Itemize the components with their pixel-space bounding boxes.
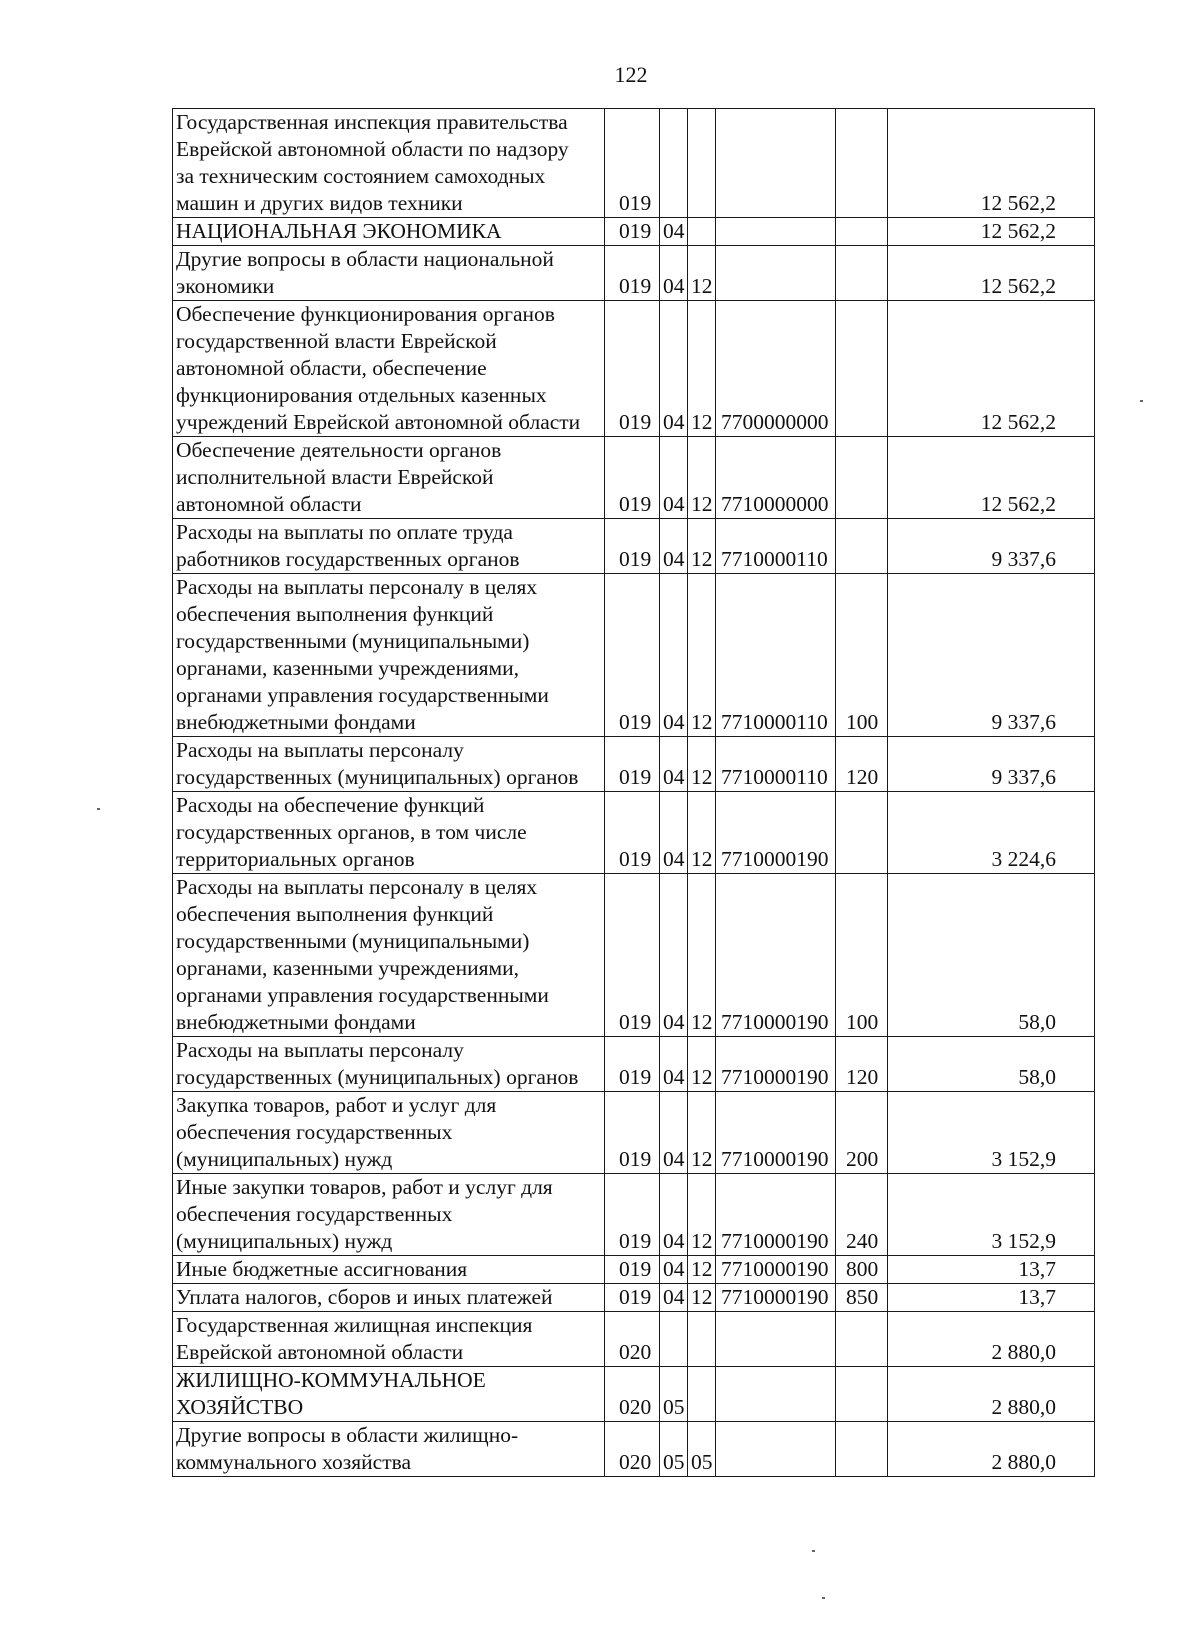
row-sum-cell: 3 224,6 xyxy=(888,792,1095,874)
table-row xyxy=(173,737,1095,792)
row-name-cell: Государственная жилищная инспекция Еврейской автономной области xyxy=(173,1312,605,1367)
row-ved-cell: 019 xyxy=(605,1256,660,1284)
row-csr-cell xyxy=(716,1422,836,1477)
row-pr-cell: 12 xyxy=(688,1256,716,1284)
row-vr-cell xyxy=(836,1422,888,1477)
row-pr-cell xyxy=(688,109,716,218)
row-pr-cell: 12 xyxy=(688,1092,716,1174)
table-row xyxy=(173,218,1095,246)
row-rz-cell: 04 xyxy=(660,301,688,437)
row-ved-cell: 019 xyxy=(605,1037,660,1092)
row-csr-cell xyxy=(716,218,836,246)
row-pr-cell: 12 xyxy=(688,246,716,301)
row-csr-cell: 7710000190 xyxy=(716,1284,836,1312)
row-pr-cell: 12 xyxy=(688,792,716,874)
row-ved-cell: 019 xyxy=(605,1174,660,1256)
row-sum-cell: 12 562,2 xyxy=(888,218,1095,246)
row-rz-cell: 04 xyxy=(660,519,688,574)
row-vr-cell xyxy=(836,109,888,218)
row-name-cell: Расходы на выплаты персоналу государственных (муниципальных) органов xyxy=(173,737,605,792)
table-row xyxy=(173,109,1095,218)
table-row xyxy=(173,1367,1095,1422)
row-name-cell: Другие вопросы в области национальной экономики xyxy=(173,246,605,301)
row-sum-cell: 12 562,2 xyxy=(888,109,1095,218)
row-csr-cell xyxy=(716,1367,836,1422)
table-row xyxy=(173,874,1095,1037)
row-vr-cell: 800 xyxy=(836,1256,888,1284)
row-rz-cell xyxy=(660,1312,688,1367)
row-csr-cell: 7710000190 xyxy=(716,1037,836,1092)
scan-speck xyxy=(97,808,100,810)
row-pr-cell xyxy=(688,1367,716,1422)
budget-table xyxy=(172,108,1095,1477)
row-rz-cell xyxy=(660,109,688,218)
row-ved-cell: 019 xyxy=(605,218,660,246)
row-pr-cell: 12 xyxy=(688,301,716,437)
row-name-cell: НАЦИОНАЛЬНАЯ ЭКОНОМИКА xyxy=(173,218,605,246)
row-ved-cell: 019 xyxy=(605,246,660,301)
row-rz-cell: 04 xyxy=(660,574,688,737)
row-rz-cell: 05 xyxy=(660,1422,688,1477)
row-pr-cell: 12 xyxy=(688,519,716,574)
row-pr-cell: 12 xyxy=(688,1037,716,1092)
row-vr-cell xyxy=(836,519,888,574)
table-row xyxy=(173,437,1095,519)
table-row xyxy=(173,1256,1095,1284)
row-csr-cell: 7710000110 xyxy=(716,737,836,792)
row-ved-cell: 019 xyxy=(605,301,660,437)
row-sum-cell: 9 337,6 xyxy=(888,574,1095,737)
row-rz-cell: 04 xyxy=(660,1092,688,1174)
row-csr-cell: 7710000190 xyxy=(716,1174,836,1256)
scan-speck xyxy=(1140,400,1143,402)
row-name-cell: Иные бюджетные ассигнования xyxy=(173,1256,605,1284)
row-sum-cell: 2 880,0 xyxy=(888,1367,1095,1422)
row-sum-cell: 12 562,2 xyxy=(888,437,1095,519)
row-ved-cell: 019 xyxy=(605,1092,660,1174)
row-vr-cell xyxy=(836,301,888,437)
row-sum-cell: 9 337,6 xyxy=(888,519,1095,574)
row-vr-cell: 100 xyxy=(836,574,888,737)
row-rz-cell: 04 xyxy=(660,737,688,792)
row-ved-cell: 019 xyxy=(605,792,660,874)
row-pr-cell: 12 xyxy=(688,1174,716,1256)
row-vr-cell: 240 xyxy=(836,1174,888,1256)
row-sum-cell: 3 152,9 xyxy=(888,1174,1095,1256)
row-vr-cell xyxy=(836,218,888,246)
row-rz-cell: 04 xyxy=(660,874,688,1037)
row-name-cell: Расходы на выплаты персоналу в целях обеспечения выполнения функций государственными (муниципальными) органами, казенными учреждениями, органами управления государственными внебюджетными фондами xyxy=(173,874,605,1037)
row-name-cell: Уплата налогов, сборов и иных платежей xyxy=(173,1284,605,1312)
row-sum-cell: 2 880,0 xyxy=(888,1422,1095,1477)
row-vr-cell: 120 xyxy=(836,737,888,792)
row-csr-cell: 7710000190 xyxy=(716,1092,836,1174)
row-name-cell: Государственная инспекция правительства Еврейской автономной области по надзору за техническим состоянием самоходных машин и других видов техники xyxy=(173,109,605,218)
page-number: 122 xyxy=(614,62,648,87)
row-name-cell: Иные закупки товаров, работ и услуг для обеспечения государственных (муниципальных) нужд xyxy=(173,1174,605,1256)
table-row xyxy=(173,1174,1095,1256)
row-csr-cell xyxy=(716,246,836,301)
table-row xyxy=(173,1092,1095,1174)
row-name-cell: Обеспечение функционирования органов государственной власти Еврейской автономной области, обеспечение функционирования отдельных казенных учреждений Еврейской автономной области xyxy=(173,301,605,437)
row-pr-cell: 12 xyxy=(688,1284,716,1312)
row-pr-cell xyxy=(688,1312,716,1367)
row-csr-cell: 7710000190 xyxy=(716,792,836,874)
row-csr-cell: 7710000110 xyxy=(716,519,836,574)
row-rz-cell: 04 xyxy=(660,1174,688,1256)
row-csr-cell: 7710000000 xyxy=(716,437,836,519)
row-csr-cell: 7700000000 xyxy=(716,301,836,437)
row-name-cell: Расходы на обеспечение функций государственных органов, в том числе территориальных органов xyxy=(173,792,605,874)
table-row xyxy=(173,519,1095,574)
row-vr-cell xyxy=(836,1312,888,1367)
row-ved-cell: 019 xyxy=(605,574,660,737)
row-sum-cell: 13,7 xyxy=(888,1284,1095,1312)
row-rz-cell: 04 xyxy=(660,1284,688,1312)
row-csr-cell: 7710000190 xyxy=(716,874,836,1037)
row-name-cell: Обеспечение деятельности органов исполнительной власти Еврейской автономной области xyxy=(173,437,605,519)
row-ved-cell: 020 xyxy=(605,1367,660,1422)
row-rz-cell: 04 xyxy=(660,792,688,874)
row-ved-cell: 019 xyxy=(605,874,660,1037)
table-row xyxy=(173,1284,1095,1312)
row-vr-cell xyxy=(836,437,888,519)
row-pr-cell: 12 xyxy=(688,574,716,737)
row-name-cell: Расходы на выплаты персоналу в целях обеспечения выполнения функций государственными (муниципальными) органами, казенными учреждениями, органами управления государственными внебюджетными фондами xyxy=(173,574,605,737)
row-pr-cell: 05 xyxy=(688,1422,716,1477)
row-vr-cell xyxy=(836,1367,888,1422)
row-rz-cell: 04 xyxy=(660,437,688,519)
scan-speck xyxy=(812,1550,815,1552)
row-pr-cell: 12 xyxy=(688,874,716,1037)
row-name-cell: Расходы на выплаты по оплате труда работников государственных органов xyxy=(173,519,605,574)
row-sum-cell: 9 337,6 xyxy=(888,737,1095,792)
row-sum-cell: 3 152,9 xyxy=(888,1092,1095,1174)
row-ved-cell: 019 xyxy=(605,1284,660,1312)
row-ved-cell: 019 xyxy=(605,519,660,574)
row-rz-cell: 04 xyxy=(660,1256,688,1284)
table-row xyxy=(173,574,1095,737)
row-name-cell: Другие вопросы в области жилищно- коммунального хозяйства xyxy=(173,1422,605,1477)
row-pr-cell: 12 xyxy=(688,437,716,519)
row-vr-cell xyxy=(836,792,888,874)
row-sum-cell: 12 562,2 xyxy=(888,301,1095,437)
row-sum-cell: 58,0 xyxy=(888,874,1095,1037)
row-csr-cell xyxy=(716,1312,836,1367)
table-row xyxy=(173,1312,1095,1367)
row-ved-cell: 020 xyxy=(605,1422,660,1477)
row-csr-cell xyxy=(716,109,836,218)
row-csr-cell: 7710000190 xyxy=(716,1256,836,1284)
row-pr-cell: 12 xyxy=(688,737,716,792)
table-row xyxy=(173,301,1095,437)
row-vr-cell: 850 xyxy=(836,1284,888,1312)
row-sum-cell: 2 880,0 xyxy=(888,1312,1095,1367)
row-ved-cell: 020 xyxy=(605,1312,660,1367)
row-vr-cell: 100 xyxy=(836,874,888,1037)
row-rz-cell: 05 xyxy=(660,1367,688,1422)
row-name-cell: Закупка товаров, работ и услуг для обеспечения государственных (муниципальных) нужд xyxy=(173,1092,605,1174)
scan-speck xyxy=(822,1597,825,1599)
row-sum-cell: 58,0 xyxy=(888,1037,1095,1092)
row-pr-cell xyxy=(688,218,716,246)
row-vr-cell xyxy=(836,246,888,301)
row-sum-cell: 12 562,2 xyxy=(888,246,1095,301)
row-ved-cell: 019 xyxy=(605,437,660,519)
row-rz-cell: 04 xyxy=(660,1037,688,1092)
row-rz-cell: 04 xyxy=(660,218,688,246)
table-row xyxy=(173,246,1095,301)
row-name-cell: Расходы на выплаты персоналу государственных (муниципальных) органов xyxy=(173,1037,605,1092)
row-name-cell: ЖИЛИЩНО-КОММУНАЛЬНОЕ ХОЗЯЙСТВО xyxy=(173,1367,605,1422)
row-ved-cell: 019 xyxy=(605,737,660,792)
row-sum-cell: 13,7 xyxy=(888,1256,1095,1284)
row-rz-cell: 04 xyxy=(660,246,688,301)
row-csr-cell: 7710000110 xyxy=(716,574,836,737)
table-row xyxy=(173,1422,1095,1477)
row-vr-cell: 120 xyxy=(836,1037,888,1092)
budget-table-body xyxy=(173,109,1095,1477)
table-row xyxy=(173,1037,1095,1092)
row-ved-cell: 019 xyxy=(605,109,660,218)
table-row xyxy=(173,792,1095,874)
row-vr-cell: 200 xyxy=(836,1092,888,1174)
